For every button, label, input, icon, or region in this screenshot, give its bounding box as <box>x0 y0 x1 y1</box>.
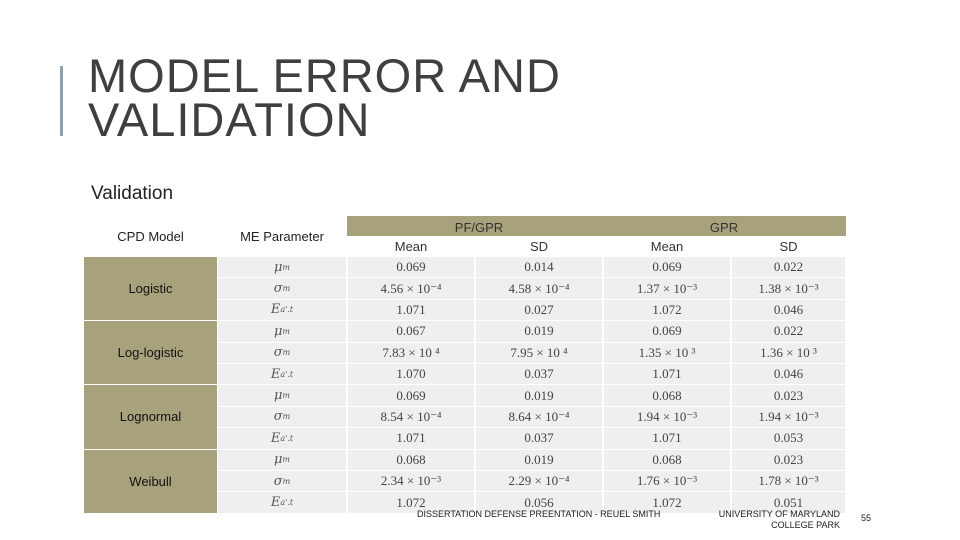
value-cell: 1.071 <box>604 364 730 384</box>
param-symbol: σ <box>273 473 283 489</box>
param-cell <box>218 492 346 512</box>
value-cell: 0.069 <box>604 257 730 277</box>
value-cell: 8.54 × 10⁻⁴ <box>348 407 474 427</box>
footer-university-line1: UNIVERSITY OF MARYLAND <box>718 509 840 519</box>
value-cell: 7.95 × 10 ⁴ <box>476 343 602 363</box>
value-cell: 0.056 <box>476 492 602 512</box>
param-subscript: m <box>282 476 291 486</box>
model-cell: Weibull <box>84 450 217 513</box>
value-cell: 0.019 <box>476 450 602 470</box>
value-cell: 0.067 <box>348 321 474 341</box>
slide-subtitle: Validation <box>91 183 174 204</box>
param-subscript: m <box>282 348 291 358</box>
param-symbol: E <box>270 430 281 446</box>
param-symbol: σ <box>273 409 283 425</box>
param-symbol: E <box>270 495 281 511</box>
param-subscript: m <box>282 391 291 401</box>
header-pf-gpr-sd: SD <box>475 236 603 256</box>
value-cell: 0.037 <box>476 428 602 448</box>
param-cell <box>218 364 346 384</box>
value-cell: 1.94 × 10⁻³ <box>604 407 730 427</box>
param-cell <box>218 407 346 427</box>
header-gpr-sd: SD <box>731 236 846 256</box>
model-cell: Lognormal <box>84 385 217 448</box>
param-cell <box>218 428 346 448</box>
param-cell <box>218 343 346 363</box>
value-cell: 0.046 <box>732 300 845 320</box>
param-symbol: μ <box>273 323 283 339</box>
param-subscript: m <box>282 412 291 422</box>
param-symbol: E <box>270 302 281 318</box>
value-cell: 0.014 <box>476 257 602 277</box>
value-cell: 1.35 × 10 ³ <box>604 343 730 363</box>
value-cell: 1.37 × 10⁻³ <box>604 278 730 298</box>
value-cell: 1.78 × 10⁻³ <box>732 471 845 491</box>
value-cell: 0.069 <box>348 257 474 277</box>
value-cell: 0.046 <box>732 364 845 384</box>
value-cell: 1.071 <box>348 428 474 448</box>
header-gpr-mean: Mean <box>603 236 731 256</box>
param-cell <box>218 321 346 341</box>
param-subscript: a'.t <box>280 433 294 443</box>
param-symbol: σ <box>273 345 283 361</box>
model-cell: Logistic <box>84 257 217 320</box>
value-cell: 0.068 <box>604 385 730 405</box>
param-cell <box>218 385 346 405</box>
param-subscript: a'.t <box>280 369 294 379</box>
value-cell: 0.023 <box>732 450 845 470</box>
header-gpr: GPR <box>709 219 739 235</box>
param-subscript: m <box>282 455 291 465</box>
value-cell: 1.072 <box>604 492 730 512</box>
param-cell <box>218 471 346 491</box>
value-cell: 0.069 <box>604 321 730 341</box>
validation-table <box>84 216 846 513</box>
value-cell: 1.94 × 10⁻³ <box>732 407 845 427</box>
param-symbol: σ <box>273 281 283 297</box>
value-cell: 0.069 <box>348 385 474 405</box>
page-number: 55 <box>861 513 872 523</box>
param-cell <box>218 257 346 277</box>
value-cell: 0.051 <box>732 492 845 512</box>
value-cell: 1.76 × 10⁻³ <box>604 471 730 491</box>
value-cell: 0.022 <box>732 257 845 277</box>
header-pf-gpr-mean: Mean <box>347 236 475 256</box>
value-cell: 1.071 <box>348 300 474 320</box>
value-cell: 0.022 <box>732 321 845 341</box>
footer-university <box>700 509 840 531</box>
value-cell: 0.019 <box>476 321 602 341</box>
model-cell: Log-logistic <box>84 321 217 384</box>
value-cell: 0.019 <box>476 385 602 405</box>
param-subscript: a'.t <box>280 498 294 508</box>
value-cell: 0.023 <box>732 385 845 405</box>
value-cell: 1.070 <box>348 364 474 384</box>
param-cell <box>218 450 346 470</box>
param-subscript: m <box>282 262 291 272</box>
header-me-parameter: ME Parameter <box>217 216 347 256</box>
value-cell: 0.068 <box>348 450 474 470</box>
param-symbol: μ <box>273 452 283 468</box>
header-cpd-model: CPD Model <box>84 216 217 256</box>
value-cell: 2.34 × 10⁻³ <box>348 471 474 491</box>
value-cell: 1.38 × 10⁻³ <box>732 278 845 298</box>
header-pf-gpr: PF/GPR <box>454 219 504 235</box>
value-cell: 1.36 × 10 ³ <box>732 343 845 363</box>
footer-university-line2: COLLEGE PARK <box>771 520 840 530</box>
param-subscript: m <box>282 284 291 294</box>
value-cell: 0.053 <box>732 428 845 448</box>
param-subscript: m <box>282 326 291 336</box>
value-cell: 2.29 × 10⁻⁴ <box>476 471 602 491</box>
value-cell: 1.072 <box>604 300 730 320</box>
param-subscript: a'.t <box>280 305 294 315</box>
value-cell: 7.83 × 10 ⁴ <box>348 343 474 363</box>
footer-presentation: DISSERTATION DEFENSE PREENTATION - REUEL SMITH <box>417 509 661 519</box>
value-cell: 1.071 <box>604 428 730 448</box>
slide-title: MODEL ERROR AND VALIDATION <box>88 49 561 146</box>
value-cell: 8.64 × 10⁻⁴ <box>476 407 602 427</box>
value-cell: 0.068 <box>604 450 730 470</box>
param-symbol: μ <box>273 259 283 275</box>
value-cell: 4.56 × 10⁻⁴ <box>348 278 474 298</box>
value-cell: 1.072 <box>348 492 474 512</box>
param-symbol: μ <box>273 388 283 404</box>
title-accent-bar <box>60 66 63 136</box>
value-cell: 0.037 <box>476 364 602 384</box>
param-cell <box>218 278 346 298</box>
value-cell: 4.58 × 10⁻⁴ <box>476 278 602 298</box>
value-cell: 0.027 <box>476 300 602 320</box>
param-symbol: E <box>270 366 281 382</box>
param-cell <box>218 300 346 320</box>
